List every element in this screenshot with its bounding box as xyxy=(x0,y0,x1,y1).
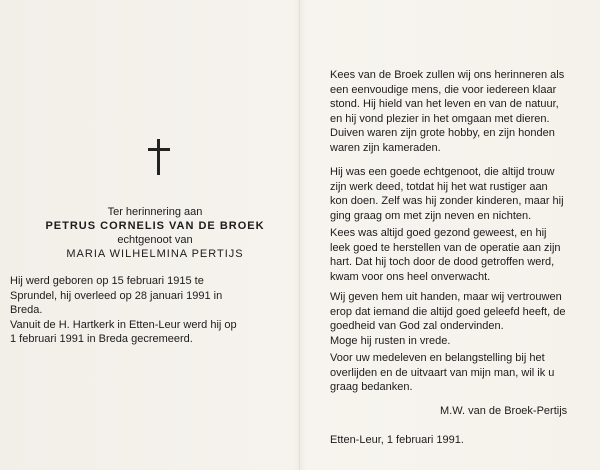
signature: M.W. van de Broek-Pertijs xyxy=(440,405,568,417)
text-line: Moge hij rusten in vrede. xyxy=(330,334,451,347)
text-line: graag bedanken. xyxy=(330,381,413,393)
intro-text: Ter herinnering aan xyxy=(107,206,203,218)
thanks-paragraph xyxy=(330,351,585,395)
deceased-name: PETRUS CORNELIS VAN DE BROEK xyxy=(45,220,265,232)
health-paragraph xyxy=(330,226,585,284)
text-line: zijn werk deed, totdat hij het wat rustiger aan xyxy=(330,180,548,193)
text-line: Voor uw medeleven en belangstelling bij het xyxy=(330,352,545,364)
bio-line: 1 februari 1991 in Breda gecremeerd. xyxy=(10,333,193,345)
place-date: Etten-Leur, 1 februari 1991. xyxy=(330,434,464,446)
text-line: en hij vond plezier in het omgaan met dieren. xyxy=(330,112,550,125)
text-line: hart. Dat hij toch door de dood getroffen werd, xyxy=(330,256,555,268)
text-line: overlijden en de uitvaart van mijn man, wil ik u xyxy=(330,366,555,379)
bio-line: Hij werd geboren op 15 februari 1915 te xyxy=(10,275,204,287)
text-line: Kees van de Broek zullen wij ons herinneren als xyxy=(330,69,565,81)
text-line: stond. Hij hield van het leven en van de natuur, xyxy=(330,98,559,110)
husband-paragraph xyxy=(330,165,585,223)
text-line: Wij geven hem uit handen, maar wij vertrouwen xyxy=(330,291,562,303)
bio-paragraph xyxy=(10,274,290,347)
text-line: ging graag om met zijn neven en nichten. xyxy=(330,209,532,222)
text-line: leek goed te herstellen van de operatie aan zijn xyxy=(330,241,561,254)
text-line: goedheid van God zal ondervinden. xyxy=(330,320,504,332)
text-line: erop dat iemand die altijd goed geleefd heeft, de xyxy=(330,305,566,318)
relation-text: echtgenoot van xyxy=(117,234,193,246)
text-line: kwam voor ons heel onverwacht. xyxy=(330,270,491,283)
cross-icon xyxy=(148,139,170,175)
memory-paragraph xyxy=(330,68,585,155)
spouse-name: MARIA WILHELMINA PERTIJS xyxy=(66,248,244,260)
text-line: kon doen. Zelf was hij zonder kinderen, maar hij xyxy=(330,195,564,207)
text-line: Duiven waren zijn grote hobby, en zijn honden xyxy=(330,127,555,139)
bio-line: Sprundel, hij overleed op 28 januari 1991 in xyxy=(10,289,223,302)
faith-paragraph xyxy=(330,290,585,348)
bio-line: Vanuit de H. Hartkerk in Etten-Leur werd hij op xyxy=(10,318,237,331)
text-line: waren zijn kameraden. xyxy=(330,141,441,154)
text-line: Hij was een goede echtgenoot, die altijd trouw xyxy=(330,166,555,178)
text-line: een eenvoudige mens, die voor iedereen klaar xyxy=(330,83,557,96)
text-line: Kees was altijd goed gezond geweest, en hij xyxy=(330,227,547,239)
bio-line: Breda. xyxy=(10,304,43,316)
